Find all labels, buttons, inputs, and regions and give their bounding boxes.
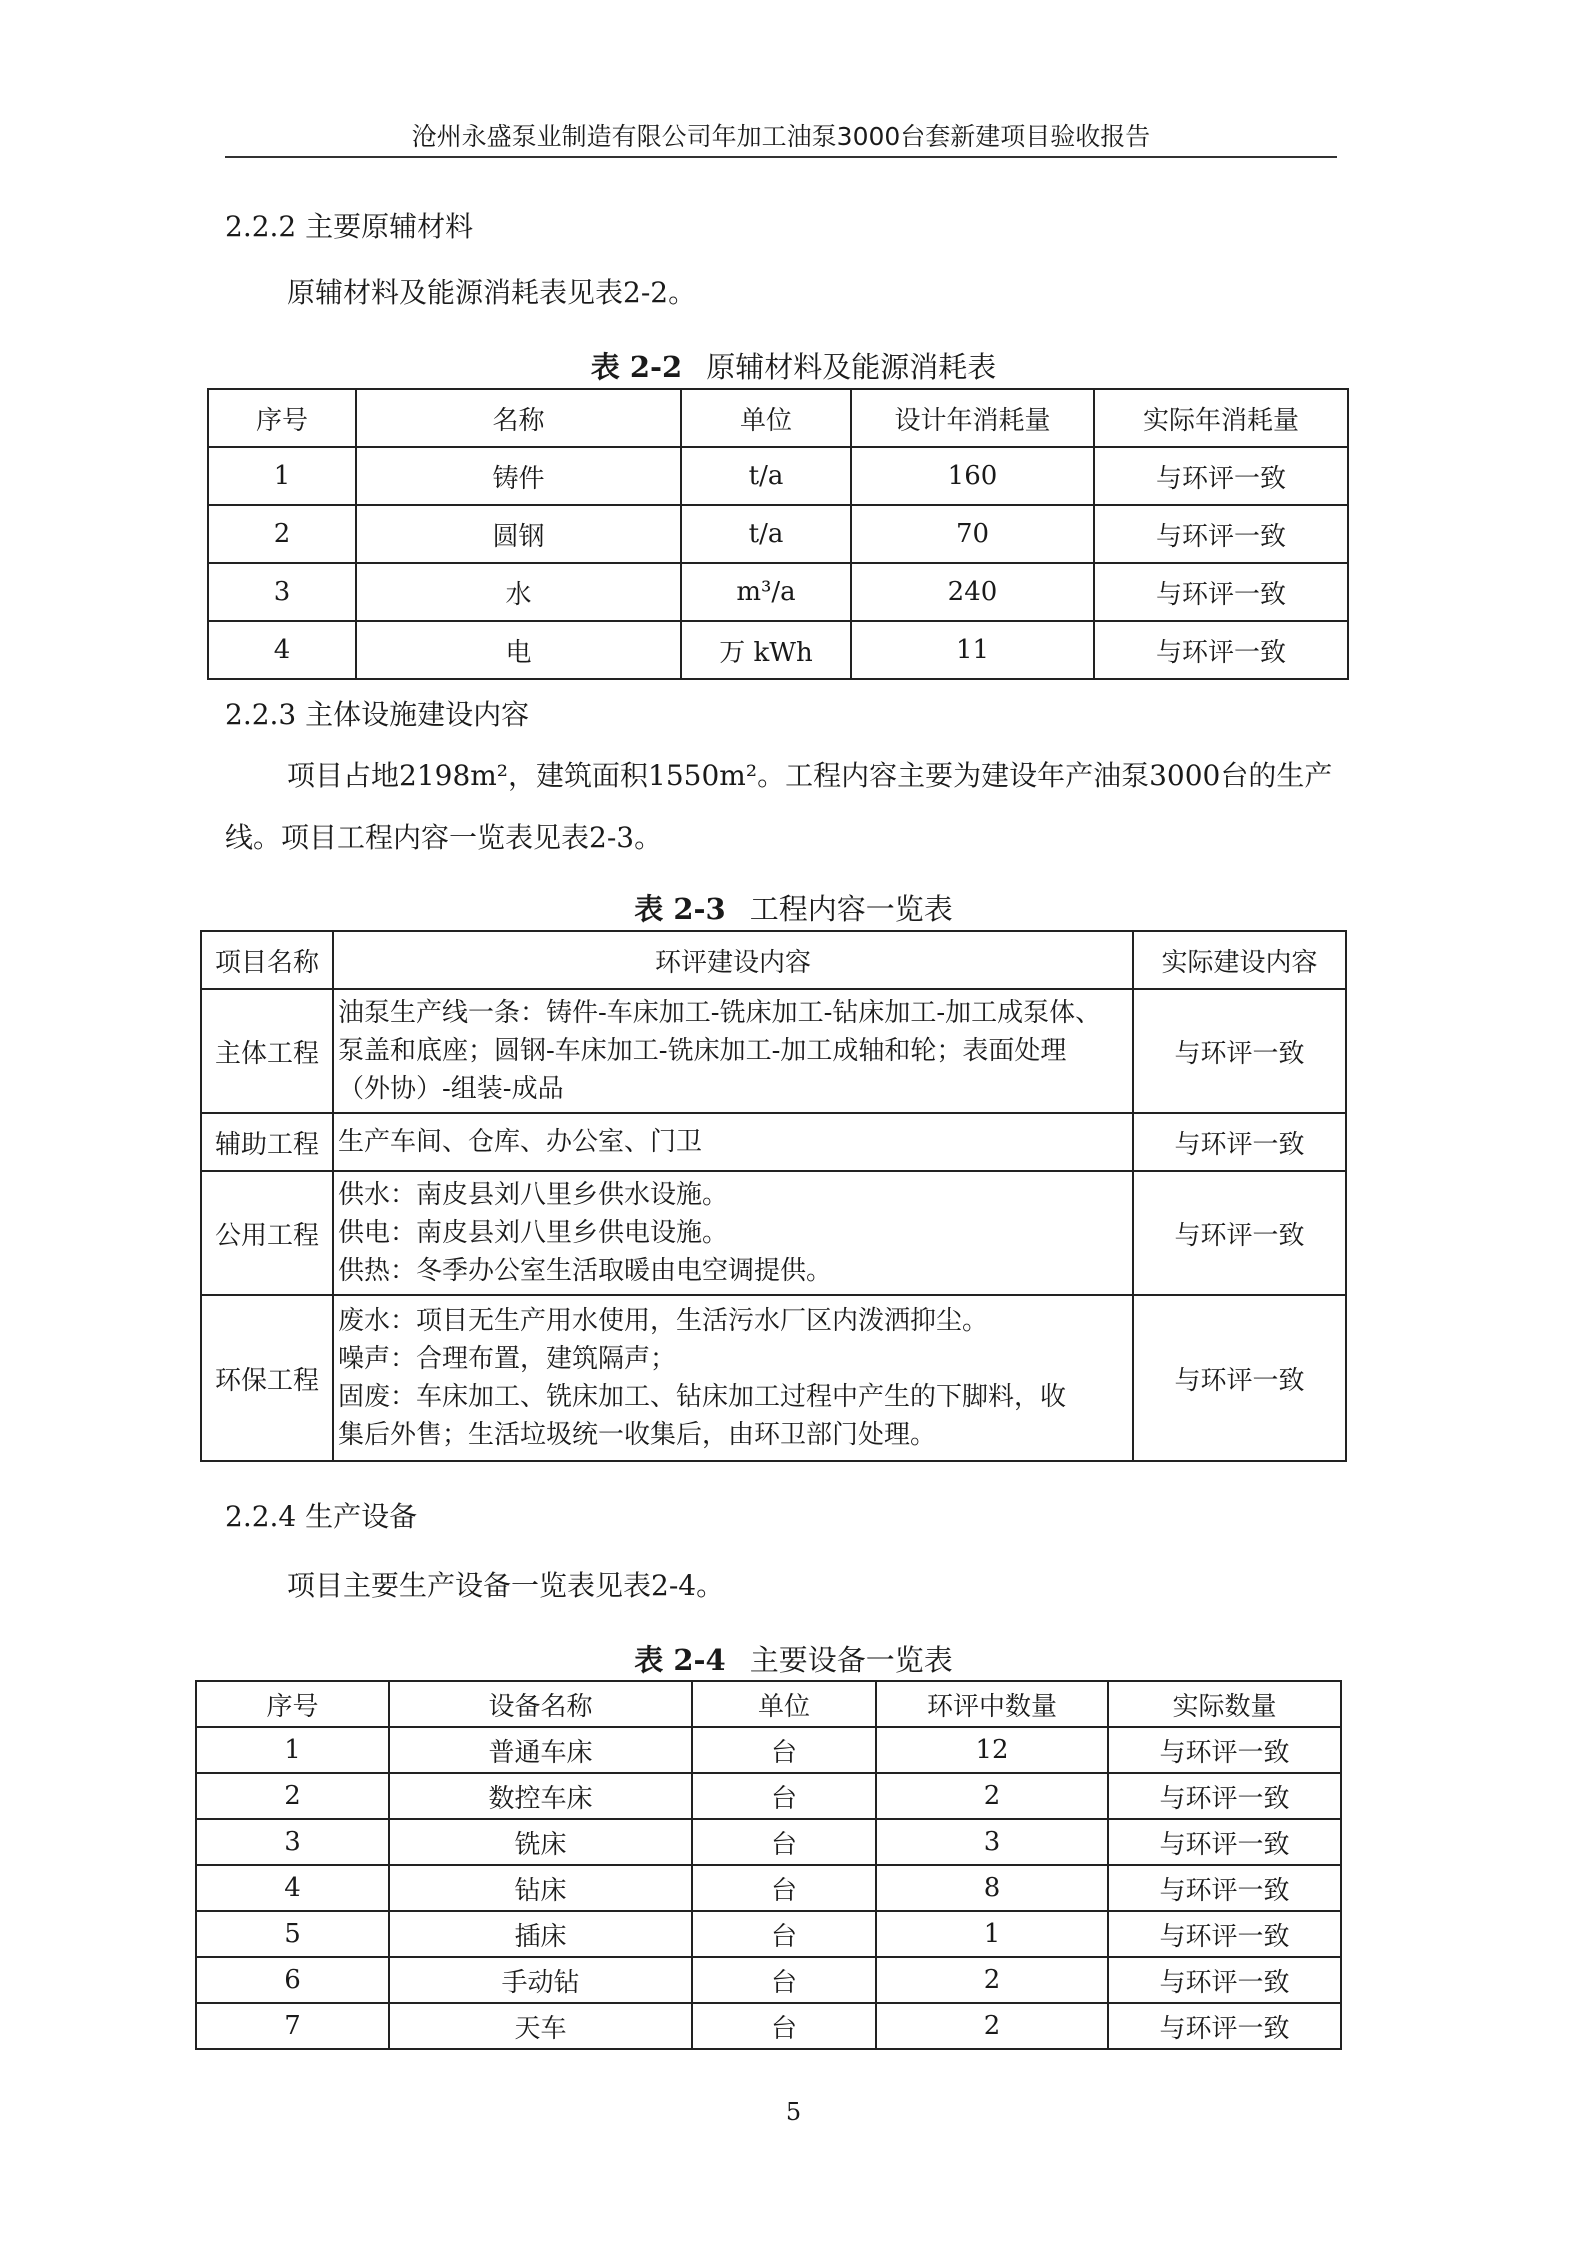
table-cell: 主体工程 [201,989,333,1113]
table-cell: 台 [692,1819,876,1865]
table-cell: 12 [876,1727,1108,1773]
table-cell: 8 [876,1865,1108,1911]
table-row [208,621,1348,679]
table-cell: 钻床 [389,1865,692,1911]
table-cell: 台 [692,1773,876,1819]
table-cell: 台 [692,1911,876,1957]
table-cell: 3 [208,563,356,621]
table-row [196,1773,1341,1819]
table-cell: 普通车床 [389,1727,692,1773]
table-cell: 4 [196,1865,389,1911]
table-cell: 1 [208,447,356,505]
column-header: 实际建设内容 [1133,931,1346,989]
table-cell: 公用工程 [201,1171,333,1295]
table-cell: 与环评一致 [1108,1819,1341,1865]
cell-line: 废水：项目无生产用水使用，生活污水厂区内泼洒抑尘。 [338,1306,989,1336]
cell-line: 泵盖和底座；圆钢-车床加工-铣床加工-加工成轴和轮；表面处理 [338,1036,1067,1066]
table-cell: 与环评一致 [1094,563,1348,621]
table-cell: 7 [196,2003,389,2049]
table-cell: 电 [356,621,681,679]
table-cell: 与环评一致 [1094,505,1348,563]
column-header: 序号 [208,389,356,447]
table-cell: 与环评一致 [1133,1113,1346,1171]
cell-line: 噪声：合理布置，建筑隔声； [338,1344,677,1374]
table-row [196,1911,1341,1957]
cell-line: 供热：冬季办公室生活取暖由电空调提供。 [338,1256,833,1286]
table-cell: 2 [196,1773,389,1819]
table-cell: 与环评一致 [1108,1773,1341,1819]
table-cell: 圆钢 [356,505,681,563]
table-row [196,1819,1341,1865]
table-cell: 2 [876,1773,1108,1819]
materials-table [207,388,1349,680]
table-cell: 与环评一致 [1133,1295,1346,1461]
cell-line: 集后外售；生活垃圾统一收集后，由环卫部门处理。 [338,1420,937,1450]
section-paragraph-2-2-4: 项目主要生产设备一览表见表2-4。 [287,1569,725,1602]
table-caption-2-3 [0,887,1587,928]
table-cell: 台 [692,2003,876,2049]
table-title: 原辅材料及能源消耗表 [706,350,997,384]
column-header: 单位 [681,389,851,447]
table-cell: 与环评一致 [1108,2003,1341,2049]
table-cell: 插床 [389,1911,692,1957]
table-cell: 3 [196,1819,389,1865]
table-cell: 与环评一致 [1108,1911,1341,1957]
table-cell: 与环评一致 [1108,1957,1341,2003]
table-cell: 台 [692,1865,876,1911]
table-cell: 与环评一致 [1094,621,1348,679]
table-cell: 铸件 [356,447,681,505]
table-row [201,1295,1346,1461]
column-header: 环评建设内容 [333,931,1133,989]
table-row [196,1727,1341,1773]
column-header: 名称 [356,389,681,447]
section-paragraph-2-2-3: 项目占地2198m²，建筑面积1550m²。工程内容主要为建设年产油泵3000台的生产线。项目工程内容一览表见表2-3。 [225,759,1333,854]
table-cell: 与环评一致 [1094,447,1348,505]
table-cell [333,1171,1133,1295]
table-caption-2-4 [0,1638,1587,1679]
table-number: 表 2-3 [634,892,726,926]
table-cell: 2 [876,2003,1108,2049]
table-cell: 与环评一致 [1133,1171,1346,1295]
section-heading-2-2-3: 2.2.3 主体设施建设内容 [225,698,530,731]
table-row [201,1113,1346,1171]
table-row [208,447,1348,505]
column-header: 设计年消耗量 [851,389,1094,447]
equipment-table [195,1680,1342,2050]
table-cell: 160 [851,447,1094,505]
column-header: 设备名称 [389,1681,692,1727]
table-cell: 3 [876,1819,1108,1865]
table-cell: 2 [876,1957,1108,2003]
table-cell [333,1295,1133,1461]
table-row [201,989,1346,1113]
table-cell: 手动钻 [389,1957,692,2003]
cell-line: 供电：南皮县刘八里乡供电设施。 [338,1218,729,1248]
table-row [196,2003,1341,2049]
table-cell: 与环评一致 [1108,1727,1341,1773]
column-header: 项目名称 [201,931,333,989]
table-row [196,1957,1341,2003]
table-cell: 1 [196,1727,389,1773]
table-caption-2-2 [0,345,1587,386]
table-cell: 辅助工程 [201,1113,333,1171]
table-cell: 1 [876,1911,1108,1957]
table-cell: 数控车床 [389,1773,692,1819]
cell-line: 生产车间、仓库、办公室、门卫 [338,1127,703,1157]
table-cell: 与环评一致 [1108,1865,1341,1911]
cell-line: 固废：车床加工、铣床加工、钻床加工过程中产生的下脚料，收 [338,1382,1067,1412]
cell-line: 供水：南皮县刘八里乡供水设施。 [338,1180,729,1210]
table-row [208,505,1348,563]
table-title: 主要设备一览表 [749,1643,953,1677]
table-cell: 台 [692,1727,876,1773]
table-cell: t/a [681,447,851,505]
column-header: 序号 [196,1681,389,1727]
table-cell: 240 [851,563,1094,621]
table-cell: 万 kWh [681,621,851,679]
table-cell: t/a [681,505,851,563]
table-cell: 铣床 [389,1819,692,1865]
cell-line: 油泵生产线一条：铸件-车床加工-铣床加工-钻床加工-加工成泵体、 [338,998,1102,1028]
page-number: 5 [785,2098,802,2126]
table-cell: 天车 [389,2003,692,2049]
table-number: 表 2-4 [634,1643,726,1677]
table-title: 工程内容一览表 [749,892,953,926]
project-content-table [200,930,1347,1462]
column-header: 单位 [692,1681,876,1727]
table-cell: 环保工程 [201,1295,333,1461]
table-row [196,1865,1341,1911]
table-cell: 2 [208,505,356,563]
table-cell: 台 [692,1957,876,2003]
column-header: 实际数量 [1108,1681,1341,1727]
table-row [208,563,1348,621]
section-heading-2-2-2: 2.2.2 主要原辅材料 [225,210,474,243]
table-cell: 4 [208,621,356,679]
table-row [201,1171,1346,1295]
table-cell: 水 [356,563,681,621]
section-paragraph-2-2-2: 原辅材料及能源消耗表见表2-2。 [287,276,697,309]
table-cell [333,1113,1133,1171]
column-header: 环评中数量 [876,1681,1108,1727]
table-cell: 6 [196,1957,389,2003]
table-cell: 5 [196,1911,389,1957]
table-cell [333,989,1133,1113]
column-header: 实际年消耗量 [1094,389,1348,447]
section-heading-2-2-4: 2.2.4 生产设备 [225,1500,418,1533]
table-cell: m³/a [681,563,851,621]
table-cell: 与环评一致 [1133,989,1346,1113]
table-cell: 11 [851,621,1094,679]
page-header: 沧州永盛泵业制造有限公司年加工油泵3000台套新建项目验收报告 [225,118,1337,158]
table-cell: 70 [851,505,1094,563]
cell-line: （外协）-组装-成品 [338,1074,564,1104]
table-number: 表 2-2 [590,350,683,384]
